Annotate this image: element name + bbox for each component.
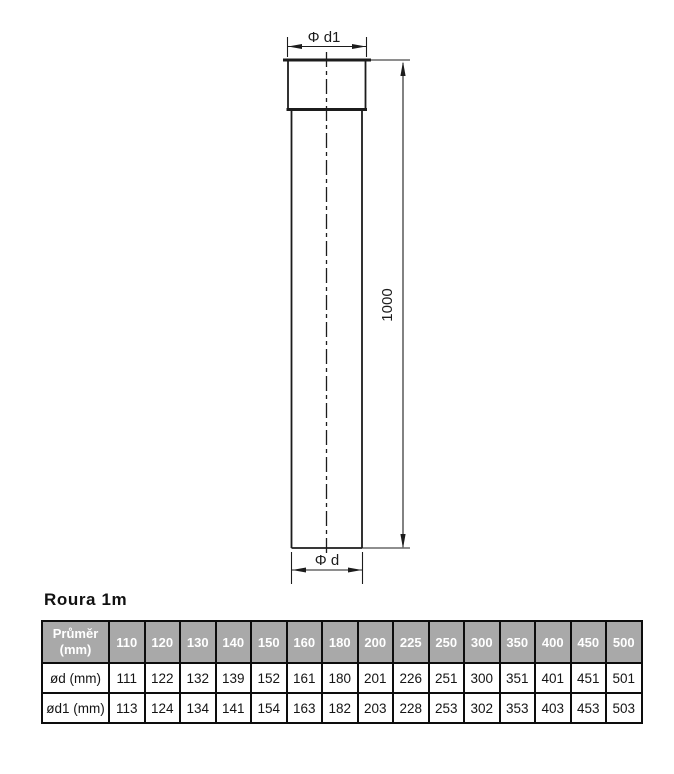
header-diameter-150: 150 [251, 621, 287, 663]
table-cell: 122 [145, 663, 181, 693]
table-cell: 161 [287, 663, 323, 693]
arrow-d-left [292, 568, 306, 573]
table-cell: 154 [251, 693, 287, 723]
table-cell: 134 [180, 693, 216, 723]
table-row [42, 663, 642, 693]
header-diameter-label-line: (mm) [59, 642, 92, 657]
table-cell: 503 [606, 693, 642, 723]
table-cell: 300 [464, 663, 500, 693]
header-diameter-130: 130 [180, 621, 216, 663]
header-diameter-500: 500 [606, 621, 642, 663]
table-cell: 228 [393, 693, 429, 723]
table-cell: 403 [535, 693, 571, 723]
header-diameter-110: 110 [109, 621, 145, 663]
arrow-d1-right [352, 44, 366, 49]
header-diameter-120: 120 [145, 621, 181, 663]
table-cell: 180 [322, 663, 358, 693]
table-cell: 111 [109, 663, 145, 693]
table-cell: 401 [535, 663, 571, 693]
header-diameter-450: 450 [571, 621, 607, 663]
table-cell: 453 [571, 693, 607, 723]
row-label: ød1 (mm) [42, 693, 109, 723]
header-diameter-400: 400 [535, 621, 571, 663]
table-cell: 201 [358, 663, 394, 693]
header-diameter-225: 225 [393, 621, 429, 663]
dim-label-d: Φ d [314, 552, 340, 569]
table-cell: 501 [606, 663, 642, 693]
table-cell: 203 [358, 693, 394, 723]
diameter-table [41, 620, 643, 724]
table-cell: 182 [322, 693, 358, 723]
arrow-height-up [400, 62, 405, 77]
table-cell: 132 [180, 663, 216, 693]
header-diameter-label-line: Průměr [52, 626, 99, 642]
table-cell: 351 [500, 663, 536, 693]
table-cell: 113 [109, 693, 145, 723]
table-cell: 251 [429, 663, 465, 693]
header-diameter-180: 180 [322, 621, 358, 663]
header-diameter-300: 300 [464, 621, 500, 663]
arrow-height-down [400, 534, 405, 549]
arrow-d1-left [288, 44, 302, 49]
arrow-d-right [348, 568, 362, 573]
table-cell: 152 [251, 663, 287, 693]
table-cell: 139 [216, 663, 252, 693]
row-label: ød (mm) [42, 663, 109, 693]
table-cell: 302 [464, 693, 500, 723]
dim-label-height: 1000 [379, 288, 396, 322]
header-diameter-350: 350 [500, 621, 536, 663]
product-title: Roura 1m [44, 590, 128, 609]
table-cell: 226 [393, 663, 429, 693]
table-cell: 253 [429, 693, 465, 723]
dim-label-d1: Φ d1 [307, 29, 341, 46]
table-row [42, 693, 642, 723]
header-diameter-160: 160 [287, 621, 323, 663]
table-cell: 451 [571, 663, 607, 693]
table-cell: 141 [216, 693, 252, 723]
table-cell: 353 [500, 693, 536, 723]
table-cell: 163 [287, 693, 323, 723]
header-diameter-250: 250 [429, 621, 465, 663]
header-diameter-140: 140 [216, 621, 252, 663]
table-cell: 124 [145, 693, 181, 723]
header-diameter-200: 200 [358, 621, 394, 663]
header-diameter-label [42, 621, 109, 663]
